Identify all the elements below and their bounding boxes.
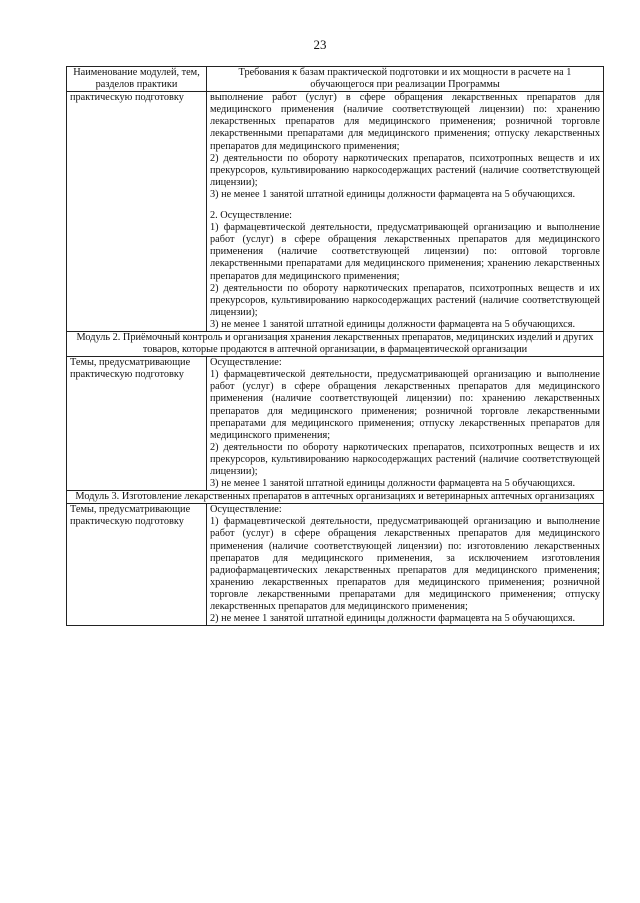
row-topic-cell: Темы, предусматривающие практическую подготовку bbox=[67, 504, 207, 626]
requirement-paragraph: 2. Осуществление: bbox=[210, 210, 293, 222]
requirement-paragraph: 3) не менее 1 занятой штатной единицы должности фармацевта на 5 обучающихся. bbox=[210, 188, 576, 200]
row-requirements-cell bbox=[207, 504, 604, 626]
table-row bbox=[67, 504, 604, 626]
row-topic-cell: Темы, предусматривающие практическую подготовку bbox=[67, 357, 207, 491]
requirement-paragraph: 3) не менее 1 занятой штатной единицы должности фармацевта на 5 обучающихся. bbox=[210, 318, 576, 330]
requirement-paragraph: Осуществление: bbox=[210, 357, 282, 369]
requirement-paragraph: Осуществление: bbox=[210, 504, 282, 516]
requirement-paragraph: 2) деятельности по обороту наркотических препаратов, психотропных веществ и их прекурсоров, культивированию наркосодержащих растений (наличие соответствующей лицензии); bbox=[210, 282, 600, 318]
module-3-title: Модуль 3. Изготовление лекарственных препаратов в аптечных организациях и ветеринарных аптечных организациях bbox=[67, 491, 604, 504]
module-2-title: Модуль 2. Приёмочный контроль и организация хранения лекарственных препаратов, медицинских изделий и других товаров, которые продаются в аптечной организации, в фармацевтической организации bbox=[67, 331, 604, 356]
requirement-paragraph: 2) не менее 1 занятой штатной единицы должности фармацевта на 5 обучающихся. bbox=[210, 613, 576, 625]
page-number: 23 bbox=[313, 37, 327, 52]
table-row bbox=[67, 92, 604, 332]
row-requirements-cell bbox=[207, 92, 604, 332]
practice-base-requirements-table bbox=[66, 66, 604, 626]
requirement-paragraph: 1) фармацевтической деятельности, предусматривающей организацию и выполнение работ (услуг) в сфере обращения лекарственных препаратов для медицинского применения (наличие соответствующей лицензии) по: оптовой торговле лекарственными препаратами для медицинского применения; хранению лекарственных препаратов для медицинского применения; bbox=[210, 222, 600, 282]
module-3-title-row bbox=[67, 491, 604, 504]
table-header-row bbox=[67, 67, 604, 92]
requirement-paragraph: 3) не менее 1 занятой штатной единицы должности фармацевта на 5 обучающихся. bbox=[210, 478, 576, 490]
module-2-title-row bbox=[67, 331, 604, 356]
requirement-paragraph: 1) фармацевтической деятельности, предусматривающей организацию и выполнение работ (услуг) в сфере обращения лекарственных препаратов для медицинского применения (наличие соответствующей лицензии) по: хранению лекарственных препаратов для медицинского применения; розничной торговле лекарственными препаратами для медицинского применения; отпуску лекарственных препаратов для медицинского применения; bbox=[210, 369, 600, 441]
header-requirements-column: Требования к базам практической подготовки и их мощности в расчете на 1 обучающегося при реализации Программы bbox=[207, 67, 604, 92]
requirement-paragraph: 2) деятельности по обороту наркотических препаратов, психотропных веществ и их прекурсоров, культивированию наркосодержащих растений (наличие соответствующей лицензии); bbox=[210, 152, 600, 188]
header-modules-column: Наименование модулей, тем, разделов практики bbox=[67, 67, 207, 92]
row-topic-cell: практическую подготовку bbox=[67, 92, 207, 332]
table-row bbox=[67, 357, 604, 491]
requirement-paragraph: 1) фармацевтической деятельности, предусматривающей организацию и выполнение работ (услуг) в сфере обращения лекарственных препаратов для медицинского применения (наличие соответствующей лицензии) по: изготовлению лекарственных препаратов для медицинского применения, за исключением изготовления радиофармацевтических лекарственных препаратов для медицинского применения; хранению лекарственных препаратов для медицинского применения; розничной торговле лекарственными препаратами для медицинского применения; отпуску лекарственных препаратов для медицинского применения; bbox=[210, 516, 600, 613]
requirement-paragraph: выполнение работ (услуг) в сфере обращения лекарственных препаратов для медицинского применения (наличие соответствующей лицензии) по: хранению лекарственных препаратов для медицинского применения; розничной торговле лекарственными препаратами для медицинского применения; отпуску лекарственных препаратов для медицинского применения; bbox=[210, 92, 600, 152]
row-requirements-cell bbox=[207, 357, 604, 491]
requirement-paragraph: 2) деятельности по обороту наркотических препаратов, психотропных веществ и их прекурсоров, культивированию наркосодержащих растений (наличие соответствующей лицензии); bbox=[210, 441, 600, 477]
